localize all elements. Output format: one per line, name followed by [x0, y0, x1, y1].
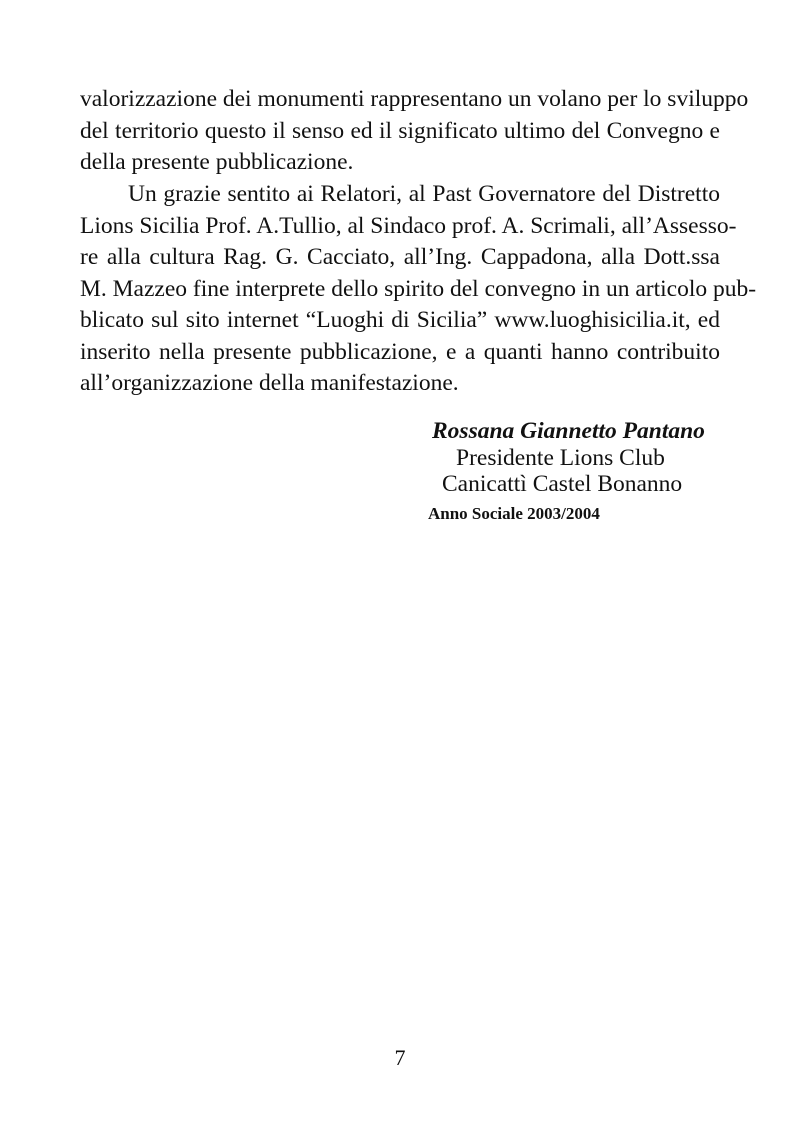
text-line: Lions Sicilia Prof. A.Tullio, al Sindaco prof. A. Scrimali, all’Assesso-: [80, 212, 737, 239]
paragraph-conclusion: [80, 84, 749, 179]
social-year: Anno Sociale 2003/2004: [428, 504, 600, 523]
signatory-role: Presidente Lions Club: [456, 445, 665, 471]
text-line: re alla cultura Rag. G. Cacciato, all’Ing. Cappadona, alla Dott.ssa: [80, 244, 720, 270]
text-line: M. Mazzeo fine interprete dello spirito del convegno in un articolo pub-: [80, 275, 757, 302]
text-line: blicato sul sito internet “Luoghi di Sicilia” www.luoghisicilia.it, ed: [80, 307, 720, 333]
text-line: inserito nella presente pubblicazione, e a quanti hanno contribuito: [80, 338, 720, 365]
text-line: Un grazie sentito ai Relatori, al Past Governatore del Distretto: [128, 181, 720, 207]
text-line: valorizzazione dei monumenti rappresentano un volano per lo sviluppo: [80, 86, 749, 112]
text-line: del territorio questo il senso ed il significato ultimo del Convegno e: [80, 117, 720, 144]
text-line: della presente pubblicazione.: [80, 149, 354, 175]
signatory-club: Canicattì Castel Bonanno: [442, 471, 683, 497]
page-number: 7: [394, 1045, 406, 1070]
signatory-name: Rossana Giannetto Pantano: [432, 418, 705, 444]
text-line: all’organizzazione della manifestazione.: [80, 370, 459, 396]
paragraph-acknowledgements: [80, 179, 757, 400]
